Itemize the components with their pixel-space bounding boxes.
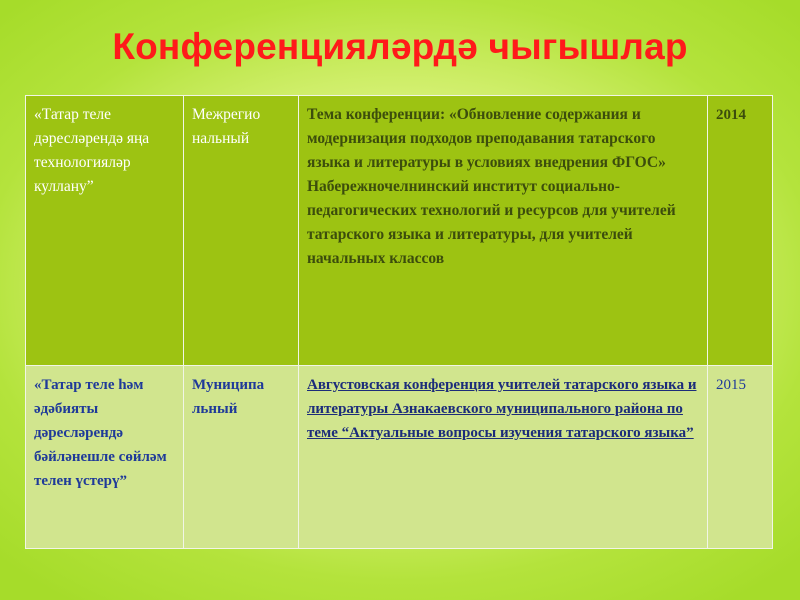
year-cell: 2014 <box>708 96 773 366</box>
year-cell: 2015 <box>708 366 773 549</box>
table-row <box>26 366 773 549</box>
level-cell: Межрегио нальный <box>184 96 299 366</box>
description-cell: Тема конференции: «Обновление содержания и модернизация подходов преподавания татарского языка и литературы в условиях внедрения ФГОС» Набережночелнинский институт социально-педагогических технологий и ресурсов для учителей татарского языка и литературы, для учителей начальных классов <box>299 96 708 366</box>
slide-title: Конференциялəрдə чыгышлар <box>112 26 688 67</box>
conference-link[interactable]: Августовская конференция учителей татарского языка и литературы Азнакаевского муниципального района по теме “Актуальные вопросы изучения татарского языка” <box>307 377 697 441</box>
level-cell: Муниципа льный <box>184 366 299 549</box>
conference-table <box>25 95 773 549</box>
topic-cell: «Татар теле дəреслəрендə яңа технологиялəр куллану” <box>26 96 184 366</box>
topic-cell: «Татар теле һəм əдəбияты дəреслəрендə бəйлəнешле сөйлəм телен үстерү” <box>26 366 184 549</box>
table-row <box>26 96 773 366</box>
description-cell <box>299 366 708 549</box>
